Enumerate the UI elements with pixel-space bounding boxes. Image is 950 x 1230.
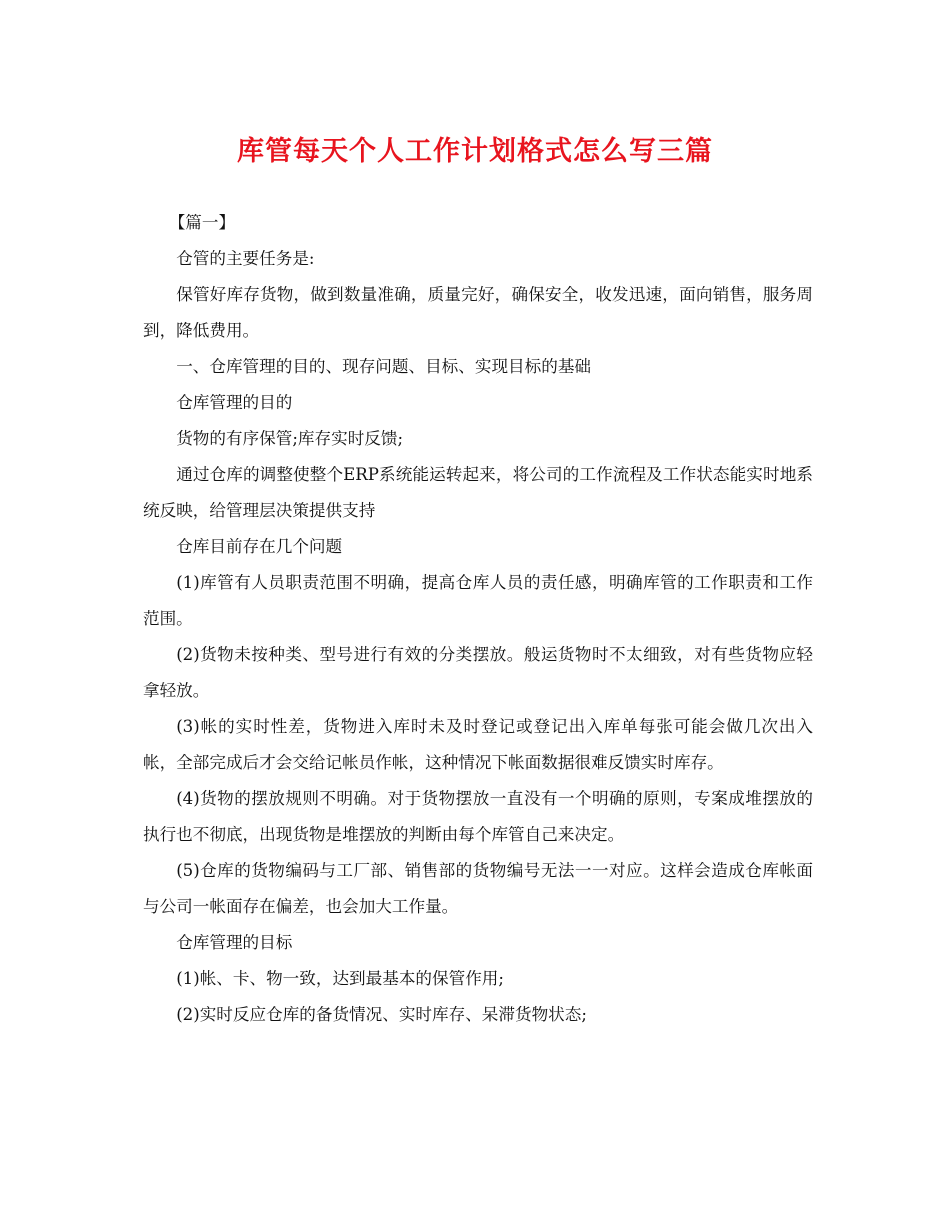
list-item: (1)帐、卡、物一致，达到最基本的保管作用;: [176, 969, 504, 988]
paragraph: 保管好库存货物，做到数量准确，质量完好，确保安全，收发迅速，面向销售，服务周到，降低费用。: [143, 285, 813, 340]
list-item: (2)实时反应仓库的备货情况、实时库存、呆滞货物状态;: [176, 1005, 587, 1024]
list-item: (4)货物的摆放规则不明确。对于货物摆放一直没有一个明确的原则，专案成堆摆放的执行也不彻底，出现货物是堆摆放的判断由每个库管自己来决定。: [143, 789, 813, 844]
paragraph: 一、仓库管理的目的、现存问题、目标、实现目标的基础: [176, 357, 592, 376]
paragraph: 通过仓库的调整使整个ERP系统能运转起来，将公司的工作流程及工作状态能实时地系统反映，给管理层决策提供支持: [143, 465, 813, 520]
list-item: (1)库管有人员职责范围不明确，提高仓库人员的责任感，明确库管的工作职责和工作范围。: [143, 573, 813, 628]
paragraph: 仓库目前存在几个问题: [176, 537, 343, 556]
list-item: (5)仓库的货物编码与工厂部、销售部的货物编号无法一一对应。这样会造成仓库帐面与公司一帐面存在偏差，也会加大工作量。: [143, 861, 813, 916]
paragraph: 仓库管理的目标: [176, 933, 293, 952]
paragraph: 仓库管理的目的: [176, 393, 293, 412]
list-item: (2)货物未按种类、型号进行有效的分类摆放。般运货物时不太细致，对有些货物应轻拿轻放。: [143, 645, 813, 700]
paragraph: 仓管的主要任务是:: [176, 249, 315, 268]
list-item: (3)帐的实时性差，货物进入库时未及时登记或登记出入库单每张可能会做几次出入帐，全部完成后才会交给记帐员作帐，这种情况下帐面数据很难反馈实时库存。: [143, 717, 813, 772]
paragraph: 货物的有序保管;库存实时反馈;: [176, 429, 404, 448]
section-heading-part-one: 【篇一】: [168, 213, 236, 232]
document-title: 库管每天个人工作计划格式怎么写三篇: [237, 136, 713, 167]
document-body: [143, 205, 813, 1033]
